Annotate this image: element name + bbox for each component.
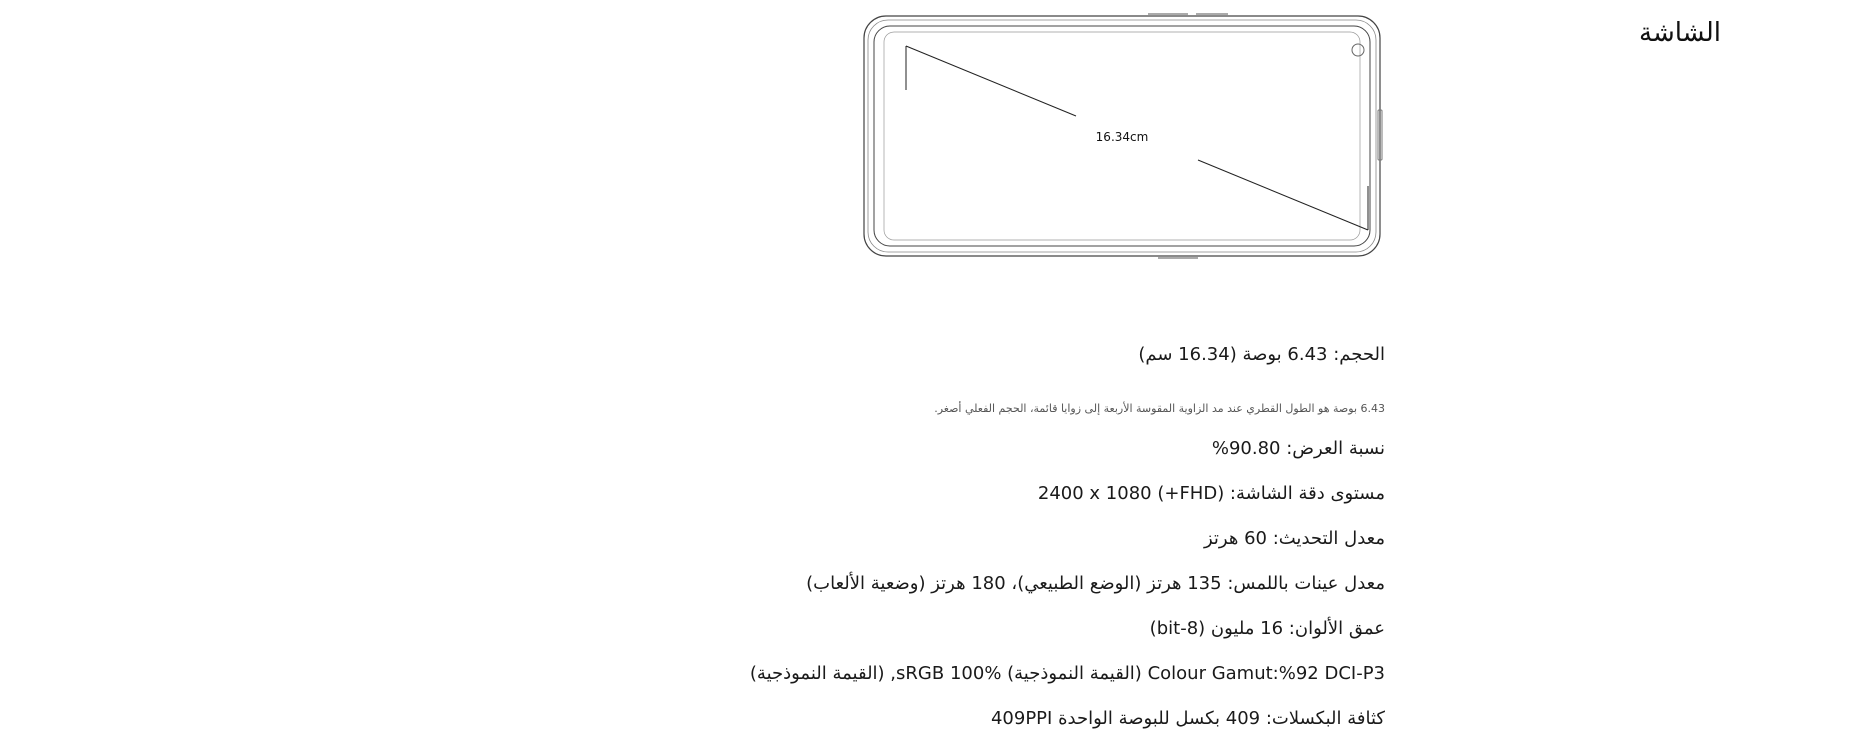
section-title: الشاشة <box>1639 18 1721 48</box>
spec-screen-ratio: نسبة العرض: 90.80% <box>1211 438 1385 459</box>
phone-outline-icon <box>858 10 1386 260</box>
spec-resolution: مستوى دقة الشاشة: (FHD+) 2400 x 1080 <box>1037 483 1385 504</box>
spec-size: الحجم: 6.43 بوصة (16.34 سم) <box>1138 344 1385 365</box>
spec-color-gamut: Colour Gamut:%92 DCI-P3 (القيمة النموذجية) %100 sRGB, (القيمة النموذجية) <box>749 663 1385 684</box>
spec-refresh-rate: معدل التحديث: 60 هرتز <box>1203 528 1385 549</box>
spec-touch-sampling: معدل عينات باللمس: 135 هرتز (الوضع الطبيعي)، 180 هرتز (وضعية الألعاب) <box>806 573 1385 594</box>
spec-color-depth: عمق الألوان: 16 مليون (8-bit) <box>1149 618 1385 639</box>
diagonal-label: 16.34cm <box>1095 130 1149 144</box>
spec-size-footnote: 6.43 بوصة هو الطول القطري عند مد الزاوية المقوسة الأربعة إلى زوايا قائمة، الحجم الفعلي أصغر. <box>934 402 1385 415</box>
phone-screen-diagram <box>858 10 1386 260</box>
spec-pixel-density: كثافة البكسلات: 409 بكسل للبوصة الواحدة 409PPI <box>990 708 1385 729</box>
